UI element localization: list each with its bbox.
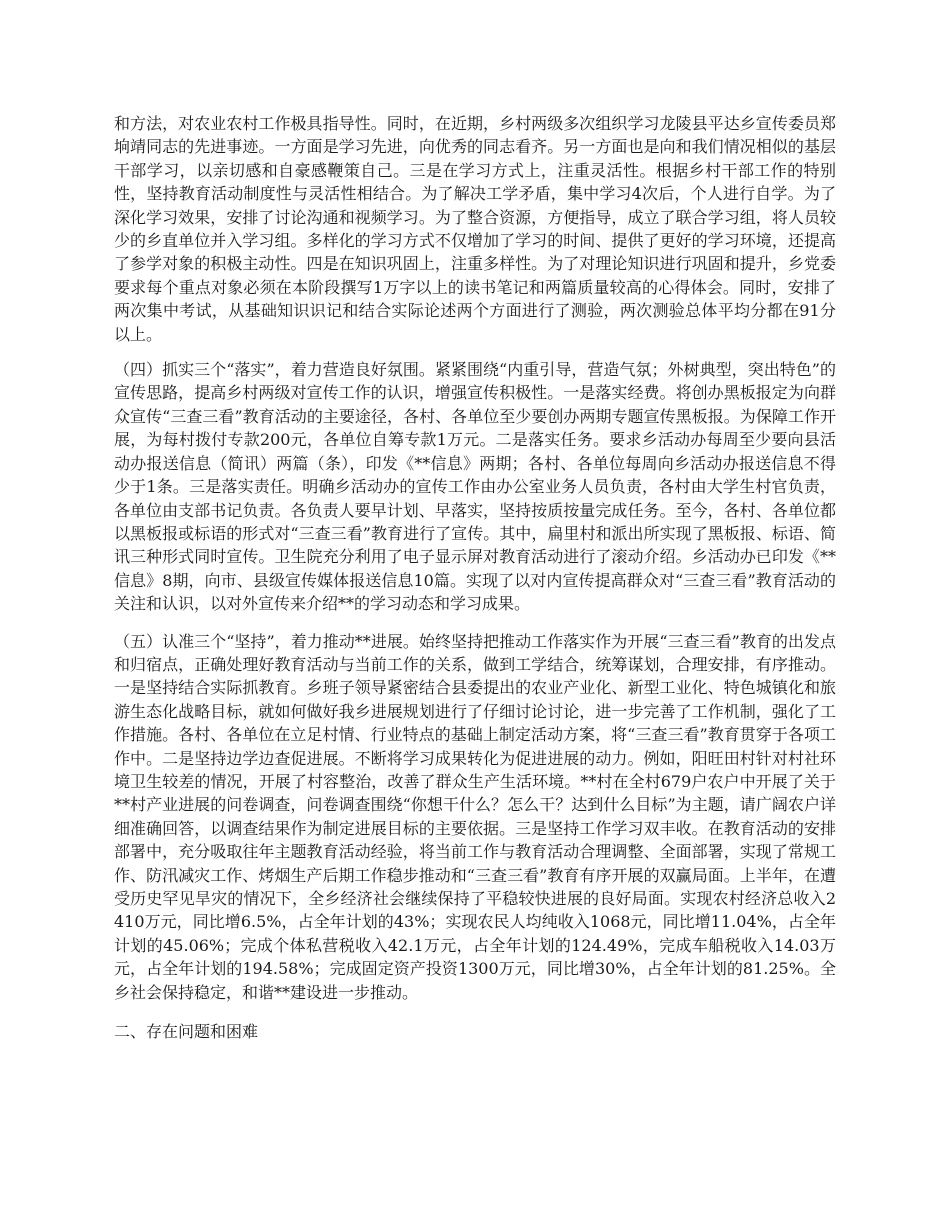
document-page [114,112,836,1043]
paragraph-study-methods: 和方法，对农业农村工作极具指导性。同时，在近期，乡村两级多次组织学习龙陵县平达乡宣传委员郑垧靖同志的先进事迹。一方面是学习先进，向优秀的同志看齐。另一方面也是向和我们情况相似的基层干部学习，以亲切感和自豪感鞭策自己。三是在学习方式上，注重灵活性。根据乡村干部工作的特别性，坚持教育活动制度性与灵活性相结合。为了解决工学矛盾，集中学习4次后，个人进行自学。为了深化学习效果，安排了讨论沟通和视频学习。为了整合资源，方便指导，成立了联合学习组，将人员较少的乡直单位并入学习组。多样化的学习方式不仅增加了学习的时间、提供了更好的学习环境，还提高了参学对象的积极主动性。四是在知识巩固上，注重多样性。为了对理论知识进行巩固和提升，乡党委要求每个重点对象必须在本阶段撰写1万字以上的读书笔记和两篇质量较高的心得体会。同时，安排了两次集中考试，从基础知识识记和结合实际论述两个方面进行了测验，两次测验总体平均分都在91分以上。 [114,114,836,344]
paragraph-development-adherence: （五）认准三个“坚持”，着力推动**进展。始终坚持把推动工作落实作为开展“三查三看”教育的出发点和归宿点，正确处理好教育活动与当前工作的关系，做到工学结合，统筹谋划，合理安排，有序推动。一是坚持结合实际抓教育。乡班子领导紧密结合县委提出的农业产业化、新型工业化、特色城镇化和旅游生态化战略目标，就如何做好我乡进展规划进行了仔细讨论讨论，进一步完善了工作机制，强化了工作措施。各村、各单位在立足村情、行业特点的基础上制定活动方案，将“三查三看”教育贯穿于各项工作中。二是坚持边学边查促进展。不断将学习成果转化为促进进展的动力。例如，阳旺田村针对村社环境卫生较差的情况，开展了村容整治，改善了群众生产生活环境。**村在全村679户农户中开展了关于**村产业进展的问卷调查，问卷调查围绕“你想干什么？怎么干？达到什么目标”为主题，请广阔农户详细准确回答，以调查结果作为制定进展目标的主要依据。三是坚持工作学习双丰收。在教育活动的安排部署中，充分吸取往年主题教育活动经验，将当前工作与教育活动合理调整、全面部署，实现了常规工作、防汛减灾工作、烤烟生产后期工作稳步推动和“三查三看”教育有序开展的双赢局面。上半年，在遭受历史罕见旱灾的情况下，全乡经济社会继续保持了平稳较快进展的良好局面。实现农村经济总收入2410万元，同比增6.5%，占全年计划的43%；实现农民人均纯收入1068元，同比增11.04%，占全年计划的45.06%；完成个体私营税收入42.1万元，占全年计划的124.49%，完成车船税收入14.03万元，占全年计划的194.58%；完成固定资产投资1300万元，同比增30%，占全年计划的81.25%。全乡社会保持稳定，和谐**建设进一步推动。 [114,631,836,1002]
section-heading-problems: 二、存在问题和困难 [114,1022,259,1042]
paragraph-publicity-implementation: （四）抓实三个“落实”，着力营造良好氛围。紧紧围绕“内重引导，营造气氛；外树典型，突出特色”的宣传思路，提高乡村两级对宣传工作的认识，增强宣传积极性。一是落实经费。将创办黑板报定为向群众宣传“三查三看”教育活动的主要途径，各村、各单位至少要创办两期专题宣传黑板报。为保障工作开展，为每村拨付专款200元，各单位自筹专款1万元。二是落实任务。要求乡活动办每周至少要向县活动办报送信息（简讯）两篇（条），印发《**信息》两期；各村、各单位每周向乡活动办报送信息不得少于1条。三是落实责任。明确乡活动办的宣传工作由办公室业务人员负责，各村由大学生村官负责，各单位由支部书记负责。各负责人要早计划、早落实，坚持按质按量完成任务。至今，各村、各单位都以黑板报或标语的形式对“三查三看”教育进行了宣传。其中，扁里村和派出所实现了黑板报、标语、简讯三种形式同时宣传。卫生院充分利用了电子显示屏对教育活动进行了滚动介绍。乡活动办已印发《**信息》8期，向市、县级宣传媒体报送信息10篇。实现了以对内宣传提高群众对“三查三看”教育活动的关注和认识，以对外宣传来介绍**的学习动态和学习成果。 [114,360,836,614]
